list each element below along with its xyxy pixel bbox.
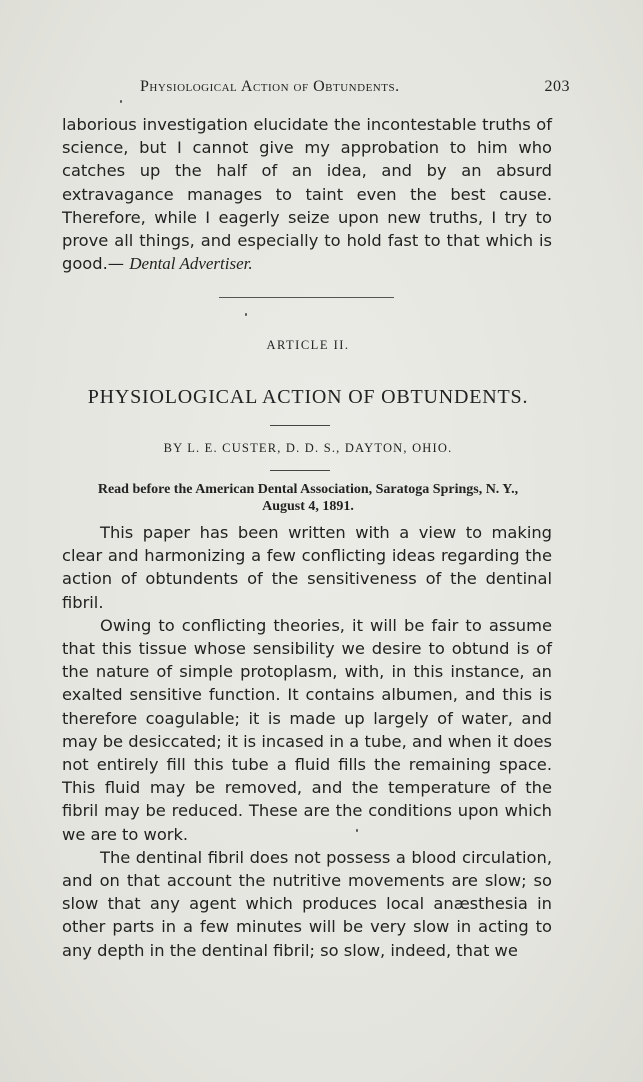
previous-article-ending — [62, 113, 552, 275]
body-paragraph: Owing to conflicting theories, it will be fair to assume that this tissue whose sensibility we desire to obtund is of the nature of simple protoplasm, with, in this instance, an exalted sensitive function. It contains albumen, and this is therefore coagulable; it is made up largely of water, and may be desiccated; it is incased in a tube, and when it does not entirely fill this tube a fluid fills the remaining space. This fluid may be removed, and the temperature of the fibril may be reduced. These are the conditions upon which we are to work. — [62, 615, 552, 844]
article-label: ARTICLE II. — [266, 338, 350, 352]
continuation-text: laborious investigation elucidate the incontestable truths of science, but I cannot give my approbation to him who catches up the half of an idea, and by an absurd extravagance manages to taint even the best cause. Therefore, while I eagerly seize upon new truths, I try to prove all things, and especially to hold fast to that which is good.— — [62, 115, 552, 274]
article-body — [62, 521, 552, 962]
running-title: Physiological Action of Obtundents. — [140, 78, 400, 95]
paper-speck — [356, 829, 358, 832]
byline-rule — [270, 470, 330, 471]
title-rule — [270, 425, 330, 426]
section-divider — [219, 297, 394, 298]
page-number: 203 — [544, 78, 570, 95]
paper-speck — [120, 100, 122, 103]
body-paragraph: This paper has been written with a view to making clear and harmonizing a few conflicting ideas regarding the action of obtundents of the sensitiveness of the dentinal fibril. — [62, 523, 552, 612]
article-title: PHYSIOLOGICAL ACTION OF OBTUNDENTS. — [87, 386, 529, 408]
author-byline: BY L. E. CUSTER, D. D. S., DAYTON, OHIO. — [163, 441, 453, 455]
body-paragraph: The dentinal fibril does not possess a blood circulation, and on that account the nutritive movements are slow; so slow that any agent which produces local anæsthesia in other parts in a few minutes will be very slow in acting to any depth in the dentinal fibril; so slow, indeed, that we — [62, 847, 552, 960]
presentation-note: Read before the American Dental Association, Saratoga Springs, N. Y., August 4, 1891. — [97, 482, 519, 514]
source-citation: Dental Advertiser. — [129, 254, 253, 274]
paper-speck — [245, 313, 247, 316]
